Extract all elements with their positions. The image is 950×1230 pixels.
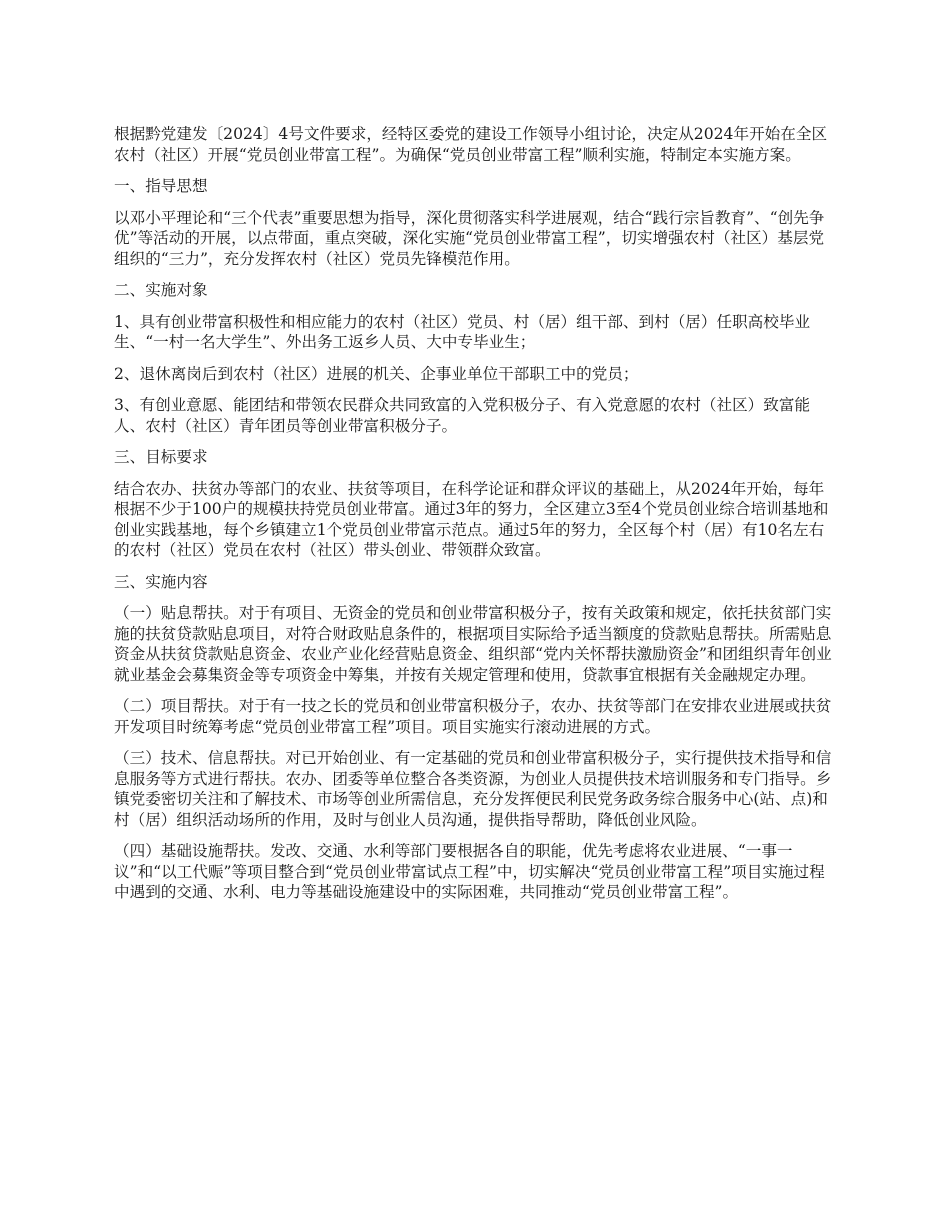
section-heading-content: 三、实施内容 (114, 572, 208, 591)
target-item-2: 2、退休离岗后到农村（社区）进展的机关、企事业单位干部职工中的党员； (114, 364, 639, 383)
document-body (114, 124, 838, 914)
content-item-project-support: （二）项目帮扶。对于有一技之长的党员和创业带富积极分子，农办、扶贫等部门在安排农业进展或扶贫开发项目时统筹考虑“党员创业带富工程”项目。项目实施实行滚动进展的方式。 (114, 697, 832, 736)
intro-paragraph: 根据黔党建发〔2024〕4号文件要求，经特区委党的建设工作领导小组讨论，决定从2024年开始在全区农村（社区）开展“党员创业带富工程”。为确保“党员创业带富工程”顺利实施，特制定本实施方案。 (114, 125, 828, 164)
goals-paragraph: 结合农办、扶贫办等部门的农业、扶贫等项目，在科学论证和群众评议的基础上，从2024年开始，每年根据不少于100户的规模扶持党员创业带富。通过3年的努力，全区建立3至4个党员创业综合培训基地和创业实践基地，每个乡镇建立1个党员创业带富示范点。通过5年的努力，全区每个村（居）有10名左右的农村（社区）党员在农村（社区）带头创业、带领群众致富。 (114, 479, 829, 559)
section-heading-goals: 三、目标要求 (114, 448, 208, 466)
guiding-thought-paragraph: 以邓小平理论和“三个代表”重要思想为指导，深化贯彻落实科学进展观，结合“践行宗旨教育”、“创先争优”等活动的开展，以点带面，重点突破，深化实施“党员创业带富工程”，切实增强农村（社区）基层党组织的“三力”，充分发挥农村（社区）党员先锋模范作用。 (114, 208, 825, 268)
content-item-tech-info-support: （三）技术、信息帮扶。对已开始创业、有一定基础的党员和创业带富积极分子，实行提供技术指导和信息服务等方式进行帮扶。农办、团委等单位整合各类资源，为创业人员提供技术培训服务和专门指导。乡镇党委密切关注和了解技术、市场等创业所需信息，充分发挥便民利民党务政务综合服务中心(站、点)和村（居）组织活动场所的作用，及时与创业人员沟通，提供指导帮助，降低创业风险。 (114, 749, 832, 829)
section-heading-guiding-thought: 一、指导思想 (114, 177, 208, 195)
section-heading-targets: 二、实施对象 (114, 281, 208, 299)
content-item-infrastructure-support: （四）基础设施帮扶。发改、交通、水利等部门要根据各自的职能，优先考虑将农业进展、“一事一议”和“以工代赈”等项目整合到“党员创业带富试点工程”中，切实解决“党员创业带富工程”项目实施过程中遇到的交通、水利、电力等基础设施建设中的实际困难，共同推动“党员创业带富工程”。 (114, 842, 825, 901)
target-item-1: 1、具有创业带富积极性和相应能力的农村（社区）党员、村（居）组干部、到村（居）任职高校毕业生、“一村一名大学生”、外出务工返乡人员、大中专毕业生； (114, 312, 811, 351)
target-item-3: 3、有创业意愿、能团结和带领农民群众共同致富的入党积极分子、有入党意愿的农村（社区）致富能人、农村（社区）青年团员等创业带富积极分子。 (114, 396, 811, 435)
content-item-interest-subsidy: （一）贴息帮扶。对于有项目、无资金的党员和创业带富积极分子，按有关政策和规定，依托扶贫部门实施的扶贫贷款贴息项目，对符合财政贴息条件的，根据项目实际给予适当额度的贷款贴息帮扶。所需贴息资金从扶贫贷款贴息资金、农业产业化经营贴息资金、组织部“党内关怀帮扶激励资金”和团组织青年创业就业基金会募集资金等专项资金中筹集，并按有关规定管理和使用，贷款事宜根据有关金融规定办理。 (114, 604, 832, 684)
